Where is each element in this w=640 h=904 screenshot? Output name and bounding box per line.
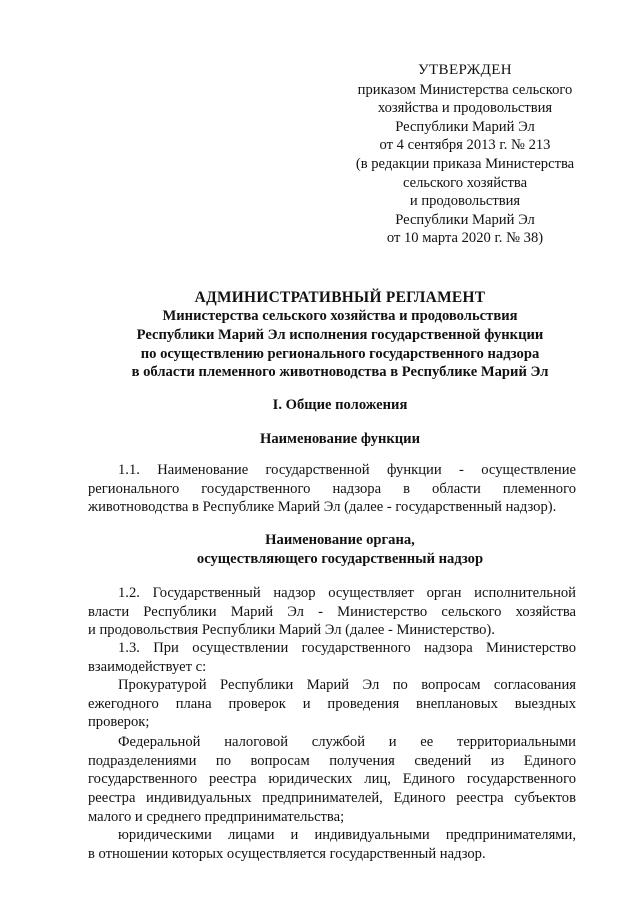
document-subtitle-line: Министерства сельского хозяйства и продовольствия [162, 308, 518, 324]
paragraph-line: Прокуратурой Республики Марий Эл по вопросам согласования [118, 677, 576, 693]
paragraph-line: власти Республики Марий Эл - Министерство сельского хозяйства [88, 603, 576, 620]
paragraph-line: регионального государственного надзора в области племенного [88, 480, 576, 497]
approval-line: от 4 сентября 2013 г. № 213 [379, 137, 551, 154]
section-heading: I. Общие положения [272, 397, 408, 413]
subsection-heading: Наименование функции [259, 431, 420, 447]
paragraph-line: Федеральной налоговой службой и ее территориальными [118, 734, 576, 750]
subsection-heading: Наименование органа, [265, 532, 415, 548]
paragraph-line: в отношении которых осуществляется государственный надзор. [88, 845, 486, 862]
paragraph-1-2 [88, 584, 576, 640]
paragraph-line: 1.3. При осуществлении государственного надзора Министерство [118, 640, 576, 656]
paragraph-1-1 [88, 461, 576, 517]
paragraph-line: малого и среднего предпринимательства; [88, 808, 345, 825]
paragraph-line: государственного реестра юридических лиц, Единого государственного [88, 771, 576, 788]
approval-line: сельского хозяйства [402, 174, 528, 191]
subsection-heading: осуществляющего государственный надзор [196, 551, 484, 567]
approval-line: хозяйства и продовольствия [377, 100, 553, 117]
list-item-prosecutor [88, 676, 576, 732]
approval-line: и продовольствия [409, 193, 521, 210]
document-title-block [80, 288, 600, 382]
list-item-legal-entities [88, 826, 576, 863]
approval-line: (в редакции приказа Министерства [355, 155, 575, 172]
paragraph-line: подразделениями по вопросам получения сведений из Единого [88, 752, 576, 769]
paragraph-line: животноводства в Республике Марий Эл (далее - государственный надзор). [88, 499, 557, 516]
list-item-tax-service [88, 733, 576, 827]
approval-line: Республики Марий Эл [395, 211, 535, 228]
document-subtitle-line: Республики Марий Эл исполнения государственной функции [136, 326, 544, 343]
approval-line: от 10 марта 2020 г. № 38) [386, 230, 544, 247]
paragraph-line: 1.2. Государственный надзор осуществляет орган исполнительной [118, 585, 576, 601]
paragraph-line: проверок; [88, 714, 150, 731]
paragraph-line: ежегодного плана проверок и проведения внеплановых выездных [88, 695, 576, 712]
approval-line: Республики Марий Эл [395, 118, 535, 135]
paragraph-line: реестра индивидуальных предпринимателей, Единого реестра субъектов [88, 790, 576, 807]
approval-line: приказом Министерства сельского [357, 81, 573, 98]
document-title: АДМИНИСТРАТИВНЫЙ РЕГЛАМЕНТ [194, 289, 486, 306]
approval-block [335, 61, 595, 248]
paragraph-line: и продовольствия Республики Марий Эл (далее - Министерство). [88, 622, 495, 639]
paragraph-line: взаимодействует с: [88, 658, 207, 675]
approval-heading: УТВЕРЖДЕН [417, 62, 513, 78]
paragraph-line: 1.1. Наименование государственной функции - осуществление [118, 462, 576, 478]
document-subtitle-line: по осуществлению регионального государственного надзора [140, 345, 540, 362]
paragraph-line: юридическими лицами и индивидуальными предпринимателями, [118, 827, 576, 843]
paragraph-1-3 [88, 639, 576, 676]
document-subtitle-line: в области племенного животноводства в Республике Марий Эл [131, 364, 549, 381]
